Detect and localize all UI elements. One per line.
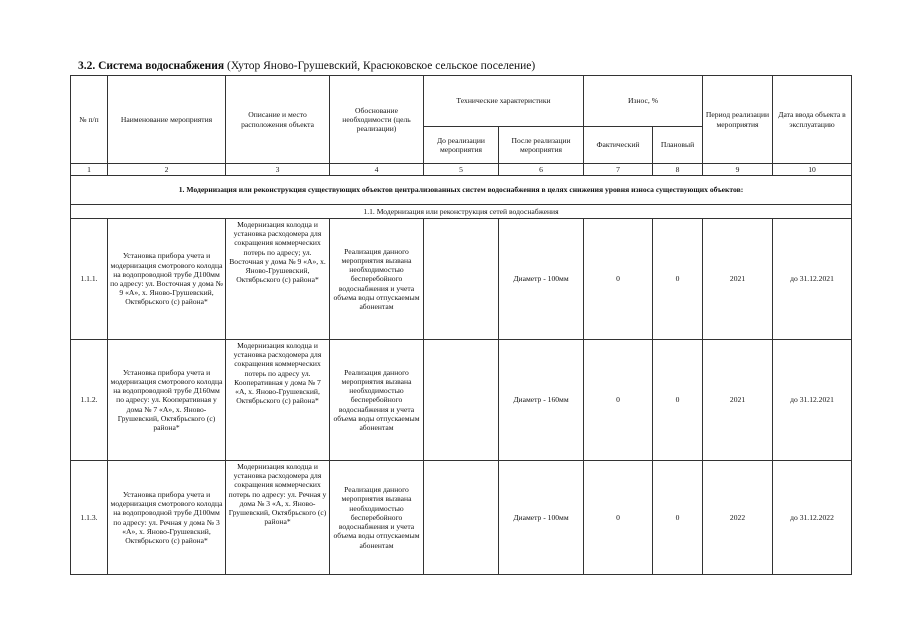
- row-name: Установка прибора учета и модернизация смотрового колодца на водопроводной трубе Д100мм по адресу: ул. Речная у дома № 3 «А», х. Яново-Грушевский, Октябрьского (с) района*: [108, 461, 226, 575]
- column-number: 7: [584, 164, 653, 176]
- row-commission-date: до 31.12.2022: [773, 461, 852, 575]
- water-supply-table: [70, 75, 852, 575]
- header-tech-after: После реализации мероприятия: [499, 127, 584, 164]
- heading-bold: 3.2. Система водоснабжения: [78, 60, 225, 72]
- row-name: Установка прибора учета и модернизация смотрового колодца на водопроводной трубе Д100мм по адресу: ул. Восточная у дома № 9 «А», х. Яново-Грушевский, Октябрьского (с) района*: [108, 219, 226, 340]
- header-description: Описание и место расположения объекта: [226, 76, 330, 164]
- header-tech: Технические характеристики: [424, 76, 584, 127]
- column-number: 1: [71, 164, 108, 176]
- column-number: 4: [330, 164, 424, 176]
- header-period: Период реализации мероприятия: [703, 76, 773, 164]
- header-tech-before: До реализации мероприятия: [424, 127, 499, 164]
- header-wear-actual: Фактический: [584, 127, 653, 164]
- row-justification: Реализация данного мероприятия вызвана необходимостью бесперебойного водоснабжения и учета объема воды отпускаемым абонентам: [330, 219, 424, 340]
- row-period: 2021: [703, 219, 773, 340]
- row-tech-after: Диаметр - 100мм: [499, 219, 584, 340]
- column-number: 6: [499, 164, 584, 176]
- row-wear-actual: 0: [584, 219, 653, 340]
- table-row: [71, 340, 852, 461]
- row-tech-after: Диаметр - 160мм: [499, 340, 584, 461]
- table-heading: [78, 60, 535, 72]
- row-wear-planned: 0: [653, 219, 703, 340]
- column-number: 10: [773, 164, 852, 176]
- row-period: 2022: [703, 461, 773, 575]
- row-tech-before: [424, 461, 499, 575]
- column-number: 2: [108, 164, 226, 176]
- row-wear-actual: 0: [584, 461, 653, 575]
- column-number: 3: [226, 164, 330, 176]
- column-number: 9: [703, 164, 773, 176]
- header-wear-planned: Плановый: [653, 127, 703, 164]
- row-justification: Реализация данного мероприятия вызвана необходимостью бесперебойного водоснабжения и учета объема воды отпускаемым абонентам: [330, 340, 424, 461]
- row-commission-date: до 31.12.2021: [773, 340, 852, 461]
- row-tech-before: [424, 340, 499, 461]
- row-num: 1.1.1.: [71, 219, 108, 340]
- row-wear-planned: 0: [653, 340, 703, 461]
- table-row: [71, 219, 852, 340]
- row-num: 1.1.3.: [71, 461, 108, 575]
- heading-normal: (Хутор Яново-Грушевский, Красюковское сельское поселение): [224, 60, 536, 72]
- header-num: № п/п: [71, 76, 108, 164]
- row-tech-after: Диаметр - 100мм: [499, 461, 584, 575]
- row-description: Модернизация колодца и установка расходомера для сокращения коммерческих потерь по адресу; ул. Восточная у дома № 9 «А», х. Яново-Грушевский, Октябрьского (с) района*: [226, 219, 330, 340]
- section-row: [71, 176, 852, 205]
- subsection-title: 1.1. Модернизация или реконструкция сетей водоснабжения: [71, 205, 852, 219]
- row-justification: Реализация данного мероприятия вызвана необходимостью бесперебойного водоснабжения и учета объема воды отпускаемым абонентам: [330, 461, 424, 575]
- row-wear-actual: 0: [584, 340, 653, 461]
- section-title: 1. Модернизация или реконструкция существующих объектов централизованных систем водоснабжения в целях снижения уровня износа существующих объектов:: [71, 176, 852, 205]
- row-description: Модернизация колодца и установка расходомера для сокращения коммерческих потерь по адресу: ул. Речная у дома № 3 «А, х. Яново-Грушевский, Октябрьского (с) района*: [226, 461, 330, 575]
- table-row: [71, 461, 852, 575]
- header-justification: Обоснование необходимости (цель реализации): [330, 76, 424, 164]
- row-tech-before: [424, 219, 499, 340]
- column-number-row: [71, 164, 852, 176]
- row-commission-date: до 31.12.2021: [773, 219, 852, 340]
- column-number: 8: [653, 164, 703, 176]
- row-description: Модернизация колодца и установка расходомера для сокращения коммерческих потерь по адресу ул. Кооперативная у дома № 7 «А, х. Яново-Грушевский, Октябрьского (с) района*: [226, 340, 330, 461]
- subsection-row: [71, 205, 852, 219]
- row-num: 1.1.2.: [71, 340, 108, 461]
- header-wear: Износ, %: [584, 76, 703, 127]
- header-commission-date: Дата ввода объекта в эксплуатацию: [773, 76, 852, 164]
- column-number: 5: [424, 164, 499, 176]
- row-name: Установка прибора учета и модернизация смотрового колодца на водопроводной трубе Д160мм по адресу: ул. Кооперативная у дома № 7 «А», х. Яново-Грушевский, Октябрьского (с) района*: [108, 340, 226, 461]
- row-wear-planned: 0: [653, 461, 703, 575]
- row-period: 2021: [703, 340, 773, 461]
- header-name: Наименование мероприятия: [108, 76, 226, 164]
- header-row-1: [71, 76, 852, 127]
